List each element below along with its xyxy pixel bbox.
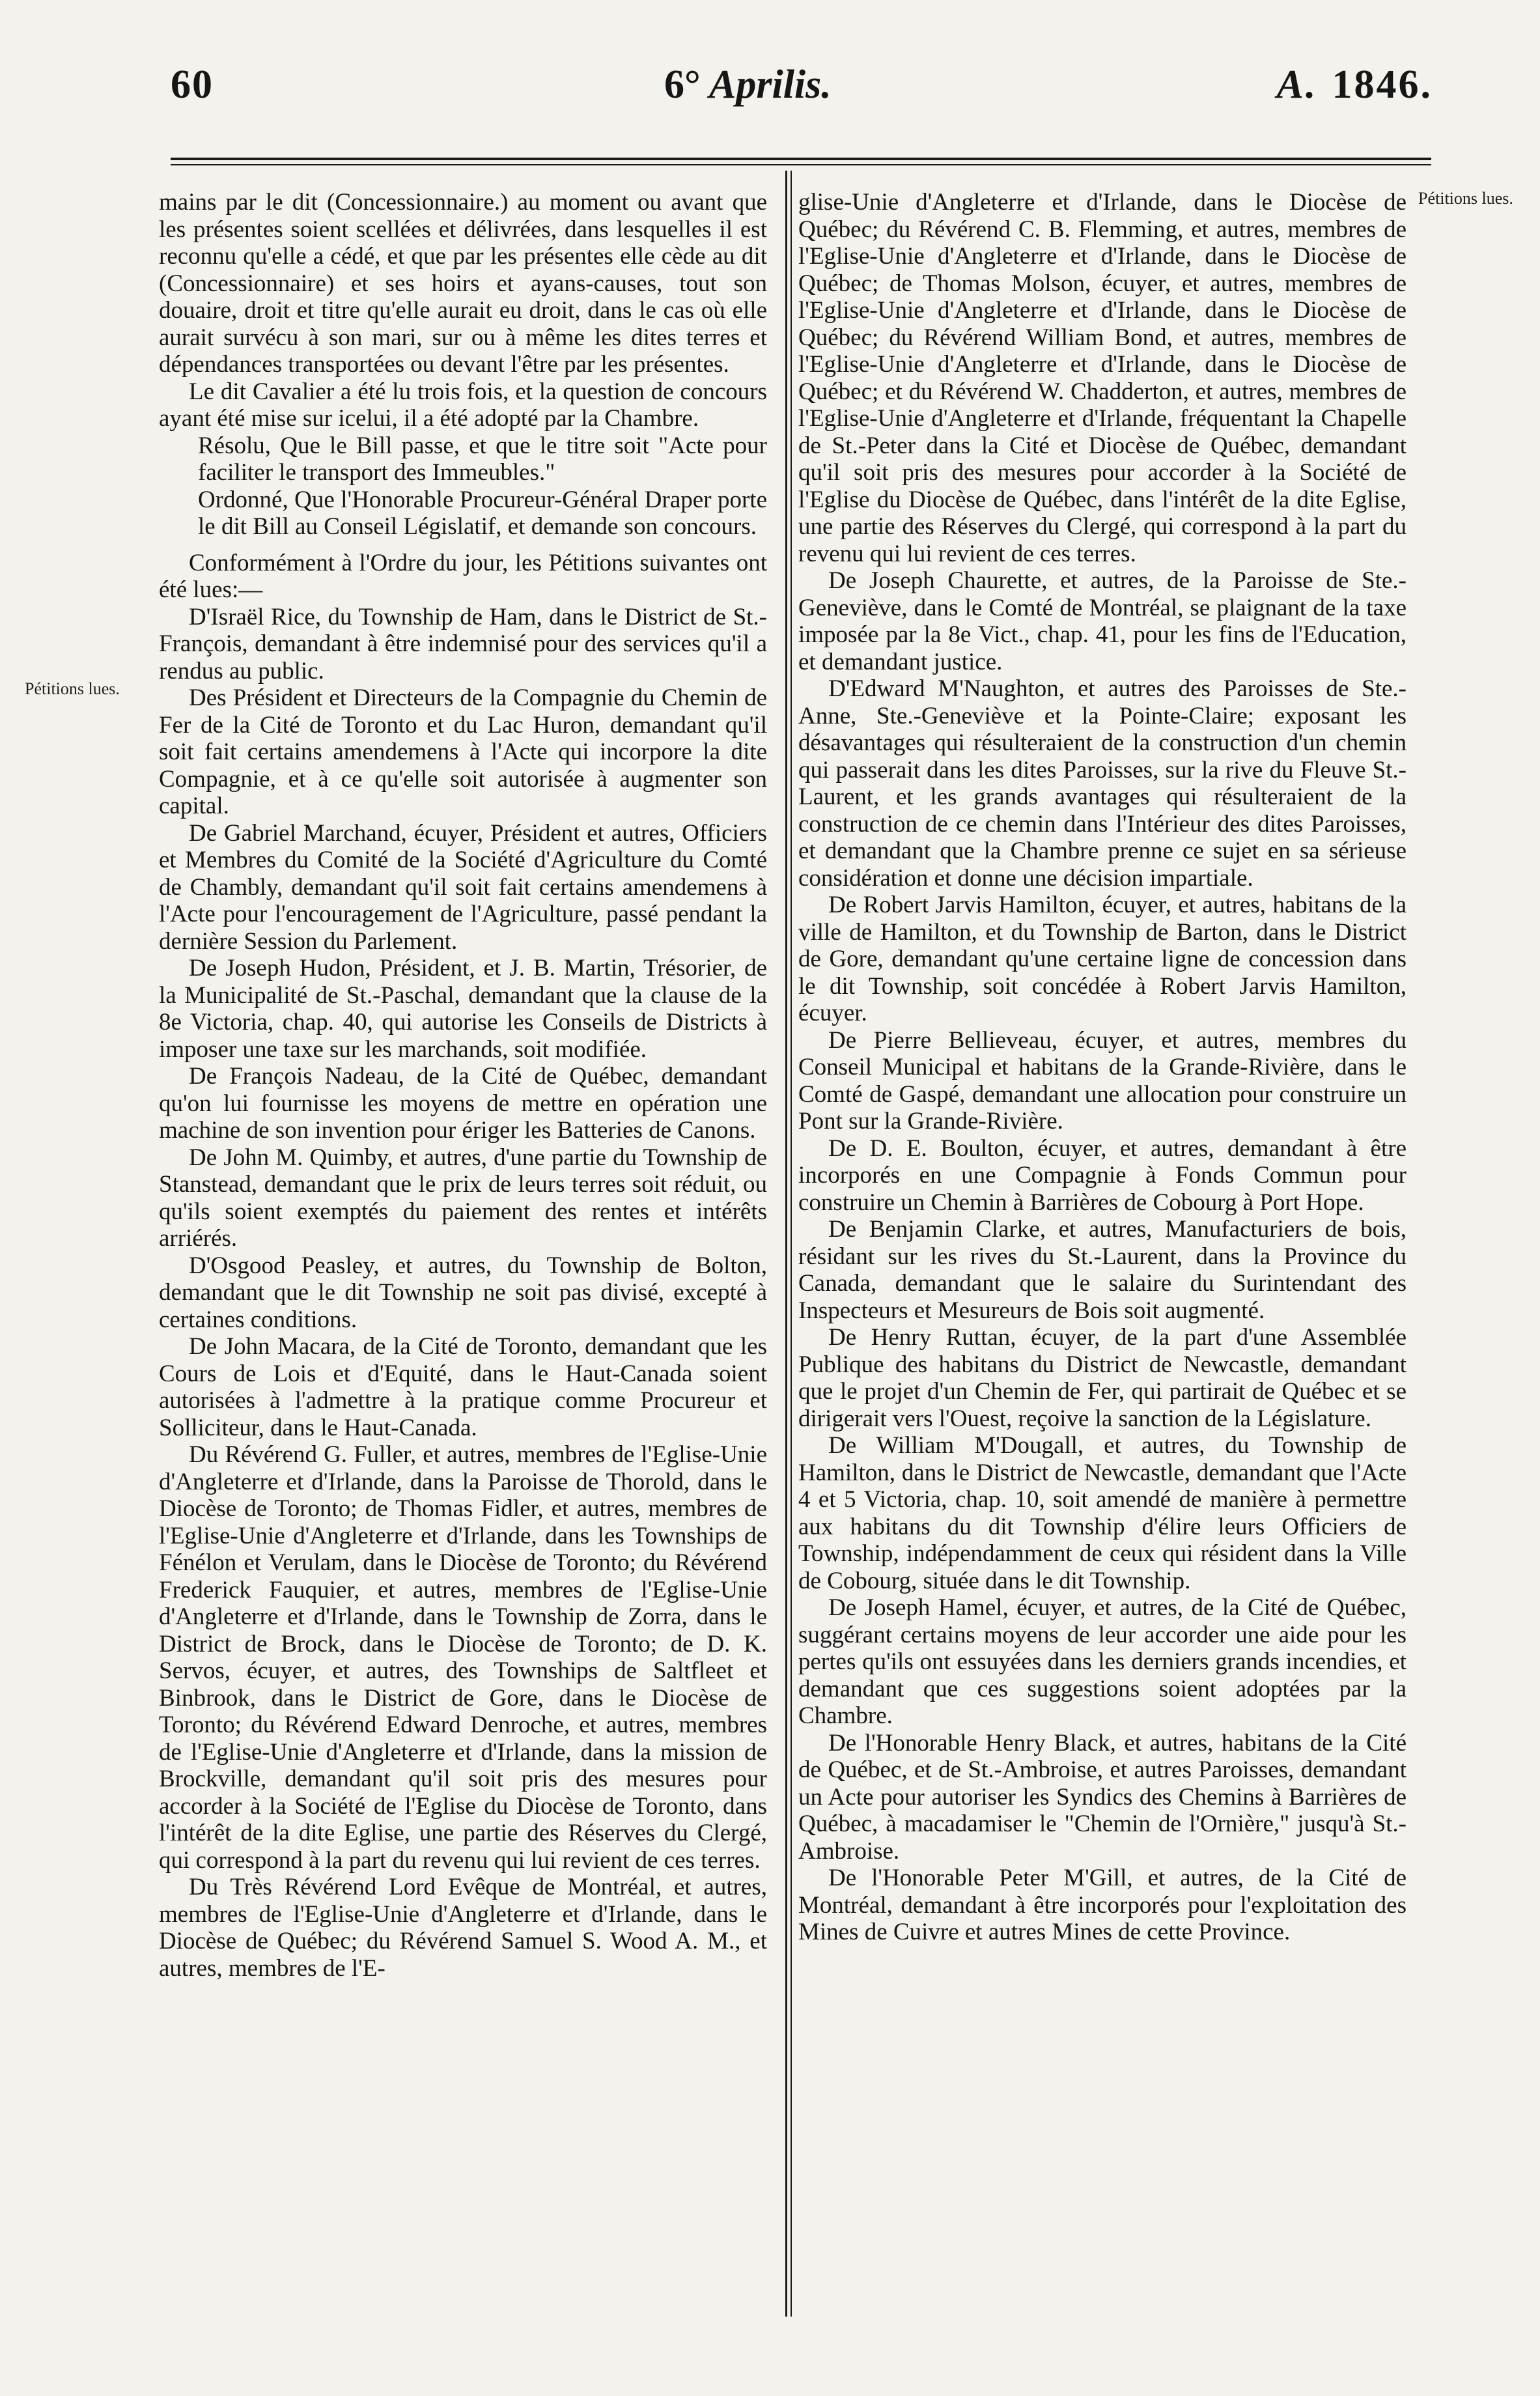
paragraph: glise-Unie d'Angleterre et d'Irlande, dans le Diocèse de Québec; du Révérend C. B. Flemming, et autres, membres de l'Eglise-Unie d'Angleterre et d'Irlande, dans le Diocèse de Québec; de Thomas Molson, écuyer, et autres, membres de l'Eglise-Unie d'Angleterre et d'Irlande, dans le Diocèse de Québec; du Révérend William Bond, et autres, membres de l'Eglise-Unie d'Angleterre et d'Irlande, dans le Diocèse de Québec; et du Révérend W. Chadderton, et autres, membres de l'Eglise-Unie d'Angleterre et d'Irlande, fréquentant la Chapelle de St.-Peter dans la Cité et Diocèse de Québec, demandant qu'il soit pris des mesures pour accorder à la Société de l'Eglise du Diocèse de Québec, dans l'intérêt de la dite Eglise, une partie des Réserves du Clergé, qui correspond à la part du revenu qui lui revient de ces terres. [798, 189, 1407, 567]
paragraph: mains par le dit (Concessionnaire.) au moment ou avant que les présentes soient scellées et délivrées, dans lesquelles il est reconnu qu'elle a cédé, et que par les présentes elle cède au dit (Concessionnaire) et ses hoirs et ayans-causes, tout son douaire, droit et titre qu'elle aurait eu droit, dans le cas où elle aurait survécu à son mari, sur ou à même les dites terres et dépendances transportées ou devant l'être par les présentes. [159, 189, 767, 378]
date-day: 6° [664, 63, 701, 107]
column-divider [785, 171, 787, 2317]
petition-paragraph: D'Edward M'Naughton, et autres des Paroisses de Ste.-Anne, Ste.-Geneviève et la Pointe-Claire; exposant les désavantages qui résulteraient de la construction d'un chemin qui passerait dans les dites Paroisses, sur la rive du Fleuve St.-Laurent, et les grands avantages qui résulteraient de la construction de ce chemin dans l'Intérieur des dites Paroisses, et demandant que la Chambre prenne ce sujet en sa sérieuse considération et donne une décision impartiale. [798, 675, 1407, 892]
date-month: Aprilis. [709, 63, 832, 107]
right-column [798, 189, 1407, 1946]
petition-paragraph: De Joseph Hamel, écuyer, et autres, de la Cité de Québec, suggérant certains moyens de leur accorder une aide pour les pertes qu'ils ont essuyées dans les derniers grands incendies, et demandant que ces suggestions soient adoptées par la Chambre. [798, 1594, 1407, 1729]
petition-paragraph: De l'Honorable Henry Black, et autres, habitans de la Cité de Québec, et de St.-Ambroise, et autres Paroisses, demandant un Acte pour autoriser les Syndics des Chemins à Barrières de Québec, à macadamiser le "Chemin de l'Ornière," jusqu'à St.-Ambroise. [798, 1729, 1407, 1865]
page-year [1277, 62, 1433, 108]
petition-paragraph: Des Président et Directeurs de la Compagnie du Chemin de Fer de la Cité de Toronto et du Lac Huron, demandant qu'il soit fait certains amendemens à l'Acte qui incorpore la dite Compagnie, et à ce qu'elle soit autorisée à augmenter son capital. [159, 684, 767, 819]
year-prefix: A. [1276, 63, 1318, 107]
petition-paragraph: Du Très Révérend Lord Evêque de Montréal, et autres, membres de l'Eglise-Unie d'Angleterre et d'Irlande, dans le Diocèse de Québec; du Révérend Samuel S. Wood A. M., et autres, membres de l'E- [159, 1874, 767, 1982]
resolution-paragraph: Résolu, Que le Bill passe, et que le titre soit "Acte pour faciliter le transport des Immeubles." [198, 432, 767, 486]
year-number: 1846. [1332, 63, 1433, 107]
page-date [664, 62, 832, 108]
petition-paragraph: De François Nadeau, de la Cité de Québec, demandant qu'on lui fournisse les moyens de mettre en opération une machine de son invention pour ériger les Batteries de Canons. [159, 1063, 767, 1144]
petition-paragraph: De John M. Quimby, et autres, d'une partie du Township de Stanstead, demandant que le prix de leurs terres soit réduit, ou qu'ils soient exemptés du paiement des rentes et intérêts arriérés. [159, 1144, 767, 1252]
petition-paragraph: D'Israël Rice, du Township de Ham, dans le District de St.-François, demandant à être indemnisé pour des services qu'il a rendus au public. [159, 603, 767, 684]
header-rule [171, 158, 1431, 160]
paragraph: Le dit Cavalier a été lu trois fois, et la question de concours ayant été mise sur icelui, il a été adopté par la Chambre. [159, 378, 767, 432]
petition-paragraph: De Benjamin Clarke, et autres, Manufacturiers de bois, résidant sur les rives du St.-Laurent, dans la Province du Canada, demandant que le salaire du Surintendant des Inspecteurs et Mesureurs de Bois soit augmenté. [798, 1216, 1407, 1324]
paragraph: Conformément à l'Ordre du jour, les Pétitions suivantes ont été lues:— [159, 549, 767, 603]
petition-paragraph: De John Macara, de la Cité de Toronto, demandant que les Cours de Lois et d'Equité, dans le Haut-Canada soient autorisées à l'admettre à la pratique comme Procureur et Solliciteur, dans le Haut-Canada. [159, 1333, 767, 1441]
petition-paragraph: De William M'Dougall, et autres, du Township de Hamilton, dans le District de Newcastle, demandant que l'Acte 4 et 5 Victoria, chap. 10, soit amendé de manière à permettre aux habitans du dit Township d'élire leurs Officiers de Township, indépendamment de ceux qui résident dans la Ville de Cobourg, située dans le dit Township. [798, 1432, 1407, 1594]
page-number: 60 [171, 63, 214, 107]
column-divider-thin [791, 171, 792, 2317]
left-column [159, 189, 767, 1982]
petition-paragraph: De D. E. Boulton, écuyer, et autres, demandant à être incorporés en une Compagnie à Fonds Commun pour construire un Chemin à Barrières de Cobourg à Port Hope. [798, 1135, 1407, 1216]
order-paragraph: Ordonné, Que l'Honorable Procureur-Général Draper porte le dit Bill au Conseil Législatif, et demande son concours. [198, 486, 767, 540]
margin-note-left: Pétitions lues. [25, 679, 120, 698]
petition-paragraph: De Pierre Bellieveau, écuyer, et autres, membres du Conseil Municipal et habitans de la Grande-Rivière, dans le Comté de Gaspé, demandant une allocation pour construire un Pont sur la Grande-Rivière. [798, 1026, 1407, 1135]
page-header [156, 62, 1433, 120]
margin-note-right: Pétitions lues. [1418, 189, 1513, 208]
petition-paragraph: De Joseph Chaurette, et autres, de la Paroisse de Ste.-Geneviève, dans le Comté de Montréal, se plaignant de la taxe imposée par la 8e Vict., chap. 41, pour les fins de l'Education, et demandant justice. [798, 567, 1407, 675]
petition-paragraph: De Robert Jarvis Hamilton, écuyer, et autres, habitans de la ville de Hamilton, et du Township de Barton, dans le District de Gore, demandant qu'une certaine ligne de concession dans le dit Township, soit concédée à Robert Jarvis Hamilton, écuyer. [798, 892, 1407, 1026]
petition-paragraph: De Joseph Hudon, Président, et J. B. Martin, Trésorier, de la Municipalité de St.-Paschal, demandant que la clause de la 8e Victoria, chap. 40, qui autorise les Conseils de Districts à imposer une taxe sur les marchands, soit modifiée. [159, 955, 767, 1063]
header-rule-thin [171, 164, 1431, 165]
petition-paragraph: D'Osgood Peasley, et autres, du Township de Bolton, demandant que le dit Township ne soit pas divisé, excepté à certaines conditions. [159, 1252, 767, 1333]
petition-paragraph: De l'Honorable Peter M'Gill, et autres, de la Cité de Montréal, demandant à être incorporés pour l'exploitation des Mines de Cuivre et autres Mines de cette Province. [798, 1865, 1407, 1945]
petition-paragraph: De Gabriel Marchand, écuyer, Président et autres, Officiers et Membres du Comité de la Société d'Agriculture du Comté de Chambly, demandant qu'il soit fait certains amendemens à l'Acte pour l'encouragement de l'Agriculture, passé pendant la dernière Session du Parlement. [159, 819, 767, 955]
petition-paragraph: De Henry Ruttan, écuyer, de la part d'une Assemblée Publique des habitans du District de Newcastle, demandant que le projet d'un Chemin de Fer, qui partirait de Québec et se dirigerait vers l'Ouest, reçoive la sanction de la Législature. [798, 1324, 1407, 1432]
petition-paragraph: Du Révérend G. Fuller, et autres, membres de l'Eglise-Unie d'Angleterre et d'Irlande, dans la Paroisse de Thorold, dans le Diocèse de Toronto; de Thomas Fidler, et autres, membres de l'Eglise-Unie d'Angleterre et d'Irlande, dans les Townships de Fénélon et Verulam, dans le Diocèse de Toronto; du Révérend Frederick Fauquier, et autres, membres de l'Eglise-Unie d'Angleterre et d'Irlande, dans le Township de Zorra, dans le District de Brock, dans le Diocèse de Toronto; de D. K. Servos, écuyer, et autres, des Townships de Saltfleet et Binbrook, dans le District de Gore, dans le Diocèse de Toronto; du Révérend Edward Denroche, et autres, membres de l'Eglise-Unie d'Angleterre et d'Irlande, dans la mission de Brockville, demandant qu'il soit pris des mesures pour accorder à la Société de l'Eglise du Diocèse de Toronto, dans l'intérêt de la dite Eglise, une partie des Réserves du Clergé, qui correspond à la part du revenu qui lui revient de ces terres. [159, 1441, 767, 1874]
